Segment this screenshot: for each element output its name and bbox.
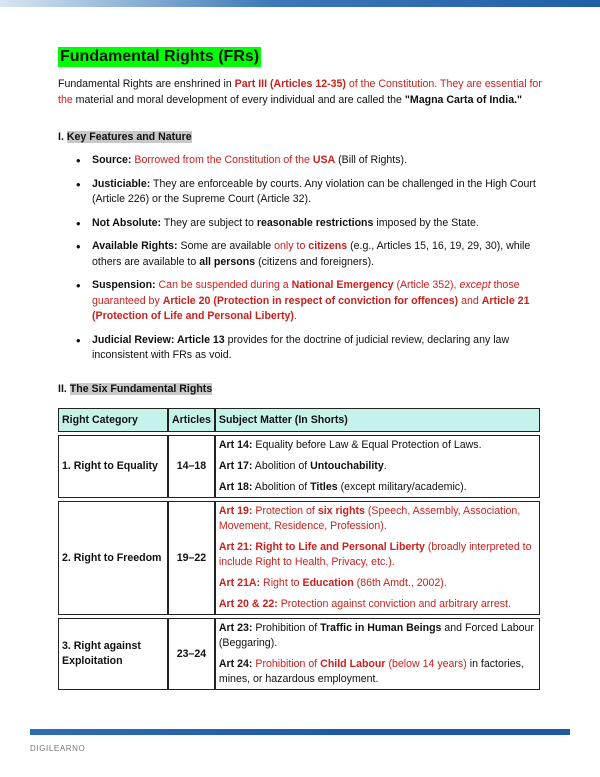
- section-heading-six-rights: II. The Six Fundamental Rights: [58, 382, 213, 395]
- key-features-list: [58, 153, 542, 364]
- list-item-judicial-review: • Judicial Review: Article 13 provides for the doctrine of judicial review, declaring any law inconsistent with FRs as void.: [76, 333, 542, 364]
- article-entry: Art 14: Equality before Law & Equal Protection of Laws.: [218, 439, 482, 451]
- subject-matter-cell: [215, 618, 540, 690]
- footer-brand: DIGILEARNO: [30, 744, 86, 753]
- table-row: [58, 618, 540, 690]
- article-entry: Art 19: Protection of six rights (Speech, Assembly, Association, Movement, Residence, Profession).: [218, 505, 521, 532]
- right-category-cell: 2. Right to Freedom: [58, 501, 168, 615]
- article-entry: Art 20 & 22: Protection against conviction and arbitrary arrest.: [218, 598, 511, 610]
- list-item-available-rights: • Available Rights: Some are available only to citizens (e.g., Articles 15, 16, 19, 29, 30), while others are available to all persons (citizens and foreigners).: [76, 239, 542, 270]
- table-header-cell: Subject Matter (In Shorts): [215, 408, 540, 432]
- article-entry: Art 18: Abolition of Titles (except military/academic).: [218, 481, 467, 493]
- table-header-cell: Articles: [168, 408, 215, 432]
- articles-cell: 19–22: [168, 501, 215, 615]
- top-accent-bar: [0, 0, 600, 7]
- table-row: [58, 501, 540, 615]
- article-entry: Art 17: Abolition of Untouchability.: [218, 460, 387, 472]
- article-entry: Art 23: Prohibition of Traffic in Human Beings and Forced Labour (Beggaring).: [218, 622, 534, 649]
- article-entry: Art 24: Prohibition of Child Labour (below 14 years) in factories, mines, or hazardous employment.: [218, 658, 524, 685]
- list-item-not-absolute: • Not Absolute: They are subject to reasonable restrictions imposed by the State.: [76, 216, 542, 232]
- document-page: [58, 47, 542, 397]
- article-entry: Art 21: Right to Life and Personal Liberty (broadly interpreted to include Right to Health, Privacy, etc.).: [218, 541, 532, 568]
- intro-paragraph: Fundamental Rights are enshrined in Part III (Articles 12-35) of the Constitution. They are essential for the material and moral development of every individual and are called the "Magna Carta of India.": [58, 78, 542, 106]
- list-item-justiciable: • Justiciable: They are enforceable by courts. Any violation can be challenged in the High Court (Article 226) or the Supreme Court (Article 32).: [76, 177, 542, 208]
- table-header-row: [58, 408, 540, 432]
- article-entry: Art 21A: Right to Education (86th Amdt., 2002).: [218, 577, 447, 589]
- articles-cell: 14–18: [168, 435, 215, 498]
- bottom-accent-bar: [30, 729, 570, 735]
- subject-matter-cell: [215, 501, 540, 615]
- right-category-cell: 1. Right to Equality: [58, 435, 168, 498]
- right-category-cell: 3. Right against Exploitation: [58, 618, 168, 690]
- section-heading-key-features: I. Key Features and Nature: [58, 131, 192, 143]
- table-header-cell: Right Category: [58, 408, 168, 432]
- fundamental-rights-table: [58, 405, 540, 693]
- subject-matter-cell: [215, 435, 540, 498]
- page-title: Fundamental Rights (FRs): [60, 48, 260, 65]
- table-row: [58, 435, 540, 498]
- list-item-source: • Source: Borrowed from the Constitution of the USA (Bill of Rights).: [76, 153, 542, 169]
- list-item-suspension: • Suspension: Can be suspended during a National Emergency (Article 352), except those guaranteed by Article 20 (Protection in respect of conviction for offences) and Article 21 (Protection of Life and Personal Liberty).: [76, 278, 542, 325]
- articles-cell: 23–24: [168, 618, 215, 690]
